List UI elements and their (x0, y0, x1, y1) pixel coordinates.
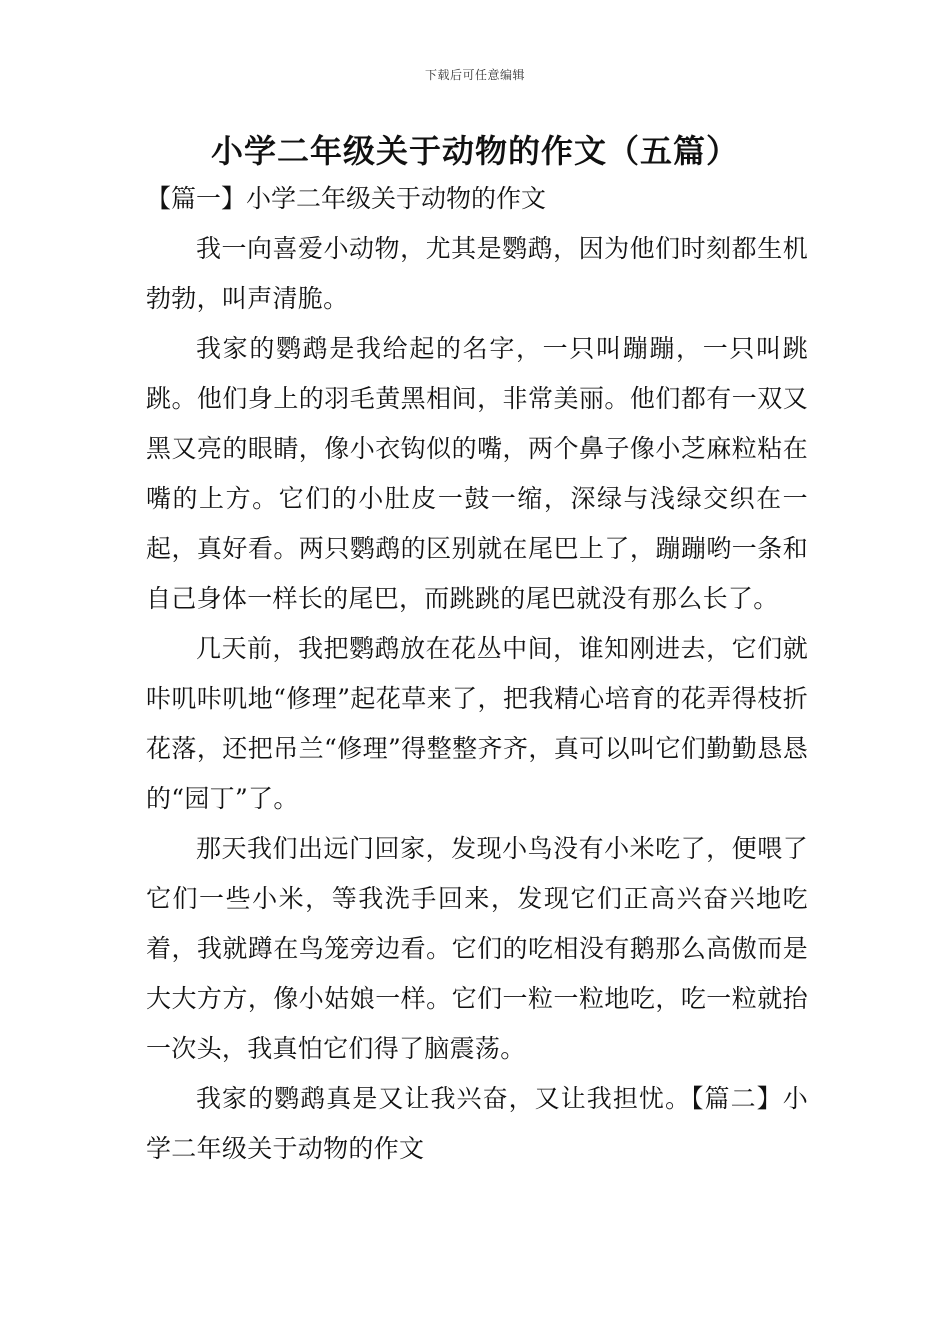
paragraph-5: 我家的鹦鹉真是又让我兴奋，又让我担忧。【篇二】小学二年级关于动物的作文 (146, 1084, 808, 1163)
section-heading: 【篇一】小学二年级关于动物的作文 (146, 184, 547, 213)
paragraph-3: 几天前，我把鹦鹉放在花丛中间，谁知刚进去，它们就咔叽咔叽地“修理”起花草来了，把我精心培育的花弄得枝折花落，还把吊兰“修理”得整整齐齐，真可以叫它们勤勤恳恳的“园丁”了。 (146, 634, 808, 813)
document-title: 小学二年级关于动物的作文（五篇） (210, 132, 739, 170)
paragraph-1: 我一向喜爱小动物，尤其是鹦鹉，因为他们时刻都生机勃勃，叫声清脆。 (146, 234, 808, 313)
header-note: 下载后可任意编辑 (424, 68, 525, 82)
paragraph-2: 我家的鹦鹉是我给起的名字，一只叫蹦蹦，一只叫跳跳。他们身上的羽毛黄黑相间，非常美丽。他们都有一双又黑又亮的眼睛，像小衣钩似的嘴，两个鼻子像小芝麻粒粘在嘴的上方。它们的小肚皮一鼓一缩，深绿与浅绿交织在一起，真好看。两只鹦鹉的区别就在尾巴上了，蹦蹦哟一条和自己身体一样长的尾巴，而跳跳的尾巴就没有那么长了。 (146, 334, 808, 613)
document-body (146, 174, 808, 1174)
paragraph-4: 那天我们出远门回家，发现小鸟没有小米吃了，便喂了它们一些小米，等我洗手回来，发现它们正高兴奋兴地吃着，我就蹲在鸟笼旁边看。它们的吃相没有鹅那么高傲而是大大方方，像小姑娘一样。它们一粒一粒地吃，吃一粒就抬一次头，我真怕它们得了脑震荡。 (146, 834, 808, 1063)
